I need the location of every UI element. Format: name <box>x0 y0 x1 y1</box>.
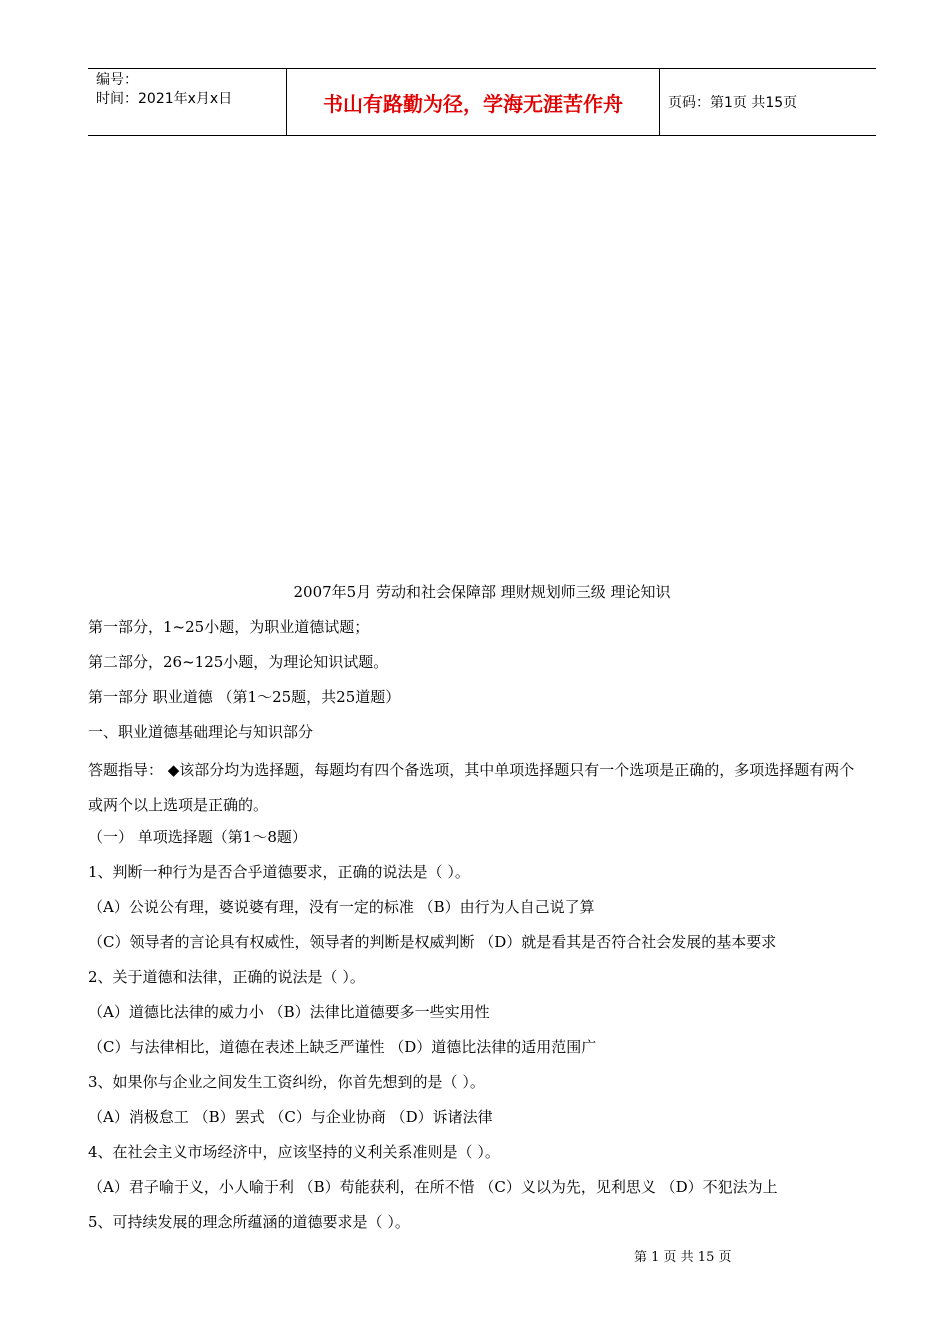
question-4: 4、在社会主义市场经济中，应该坚持的义利关系准则是（ ）。 <box>88 1143 500 1161</box>
question-4-options: （A）君子喻于义，小人喻于利 （B）苟能获利，在所不惜 （C）义以为先，见利思义 （D）不犯法为上 <box>88 1178 778 1196</box>
text-line: 第一部分，1~25小题，为职业道德试题； <box>88 618 370 636</box>
question-3-options: （A）消极怠工 （B）罢式 （C）与企业协商 （D）诉诸法律 <box>88 1108 493 1126</box>
document-header <box>88 68 876 136</box>
question-5: 5、可持续发展的理念所蕴涵的道德要求是（ ）。 <box>88 1213 410 1231</box>
question-1-options-cd: （C）领导者的言论具有权威性，领导者的判断是权威判断 （D）就是看其是否符合社会发展的基本要求 <box>88 933 777 951</box>
section-heading: （一） 单项选择题（第1～8题） <box>88 828 307 846</box>
question-2-options-cd: （C）与法律相比，道德在表述上缺乏严谨性 （D）道德比法律的适用范围广 <box>88 1038 597 1056</box>
text-line: 第二部分，26~125小题，为理论知识试题。 <box>88 653 389 671</box>
time-label: 时间：2021年x月x日 <box>96 91 233 107</box>
document-body <box>88 578 868 1243</box>
text-line: 第一部分 职业道德 （第1～25题，共25道题） <box>88 688 401 706</box>
header-meta-cell <box>88 69 287 135</box>
question-2-options-ab: （A）道德比法律的威力小 （B）法律比道德要多一些实用性 <box>88 1003 490 1021</box>
text-line: 一、职业道德基础理论与知识部分 <box>88 723 314 741</box>
document-title: 2007年5月 劳动和社会保障部 理财规划师三级 理论知识 <box>293 583 671 601</box>
question-1-options-ab: （A）公说公有理，婆说婆有理，没有一定的标准 （B）由行为人自己说了算 <box>88 898 595 916</box>
page-footer: 第 1 页 共 15 页 <box>634 1250 732 1265</box>
answer-guide: 答题指导： ◆该部分均为选择题，每题均有四个备选项，其中单项选择题只有一个选项是正确的，多项选择题有两个或两个以上选项是正确的。 <box>88 761 855 814</box>
header-motto: 书山有路勤为径，学海无涯苦作舟 <box>287 69 660 135</box>
question-1: 1、判断一种行为是否合乎道德要求，正确的说法是（ ）。 <box>88 863 470 881</box>
header-page-info: 页码：第1页 共15页 <box>668 95 798 111</box>
question-2: 2、关于道德和法律，正确的说法是（ ）。 <box>88 968 365 986</box>
number-label: 编号： <box>96 72 138 88</box>
question-3: 3、如果你与企业之间发生工资纠纷，你首先想到的是（ ）。 <box>88 1073 485 1091</box>
